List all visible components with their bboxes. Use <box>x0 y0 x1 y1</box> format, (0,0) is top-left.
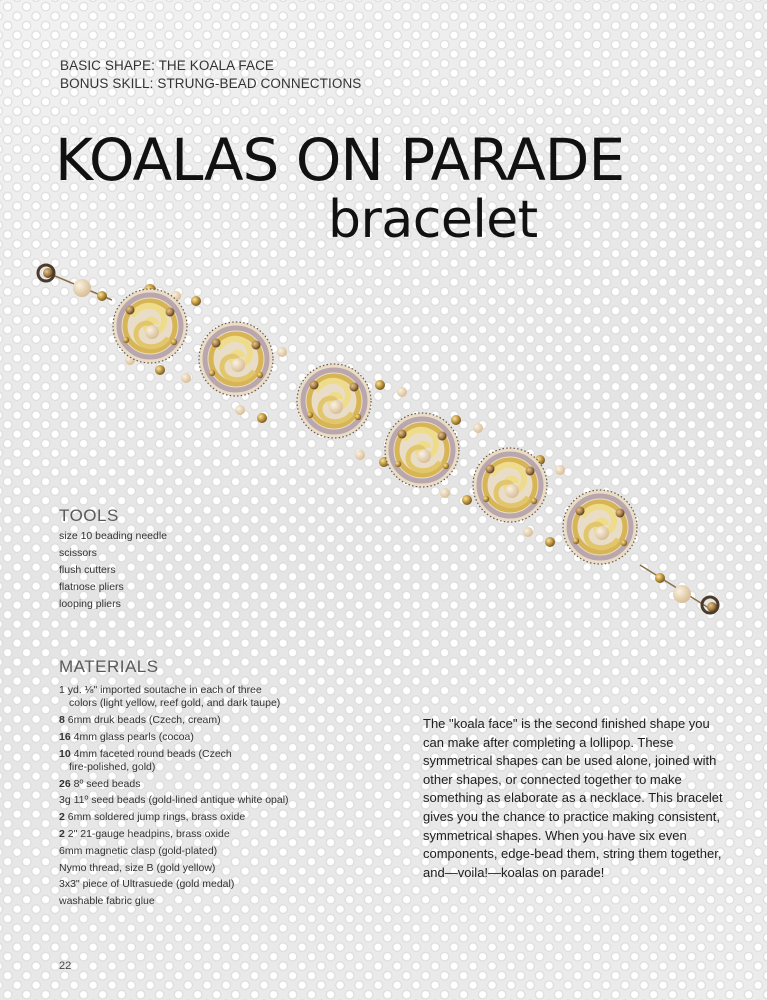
page-subtitle: bracelet <box>328 190 538 250</box>
list-item: 3g 11º seed beads (gold-lined antique white opal) <box>59 794 289 807</box>
list-item: washable fabric glue <box>59 895 155 908</box>
kicker-basic-shape: BASIC SHAPE: THE KOALA FACE <box>60 58 275 73</box>
intro-paragraph: The "koala face" is the second finished shape you can make after completing a lollipop. These symmetrical shapes can be used alone, joined with other shapes, or connected together to make something as elaborate as a necklace. This bracelet gives you the chance to practice making consistent, symmetrical shapes. When you have six even components, edge-bead them, string them together, and—voila!—koalas on parade! <box>423 716 723 880</box>
kicker <box>60 57 361 93</box>
kicker-bonus-skill: BONUS SKILL: STRUNG-BEAD CONNECTIONS <box>60 76 362 91</box>
list-item: flush cutters <box>59 564 116 576</box>
page-number: 22 <box>59 960 72 972</box>
list-item: scissors <box>59 547 97 559</box>
list-item: flatnose pliers <box>59 581 124 593</box>
page-title: KOALAS ON PARADE <box>55 126 625 194</box>
list-item: 1 yd. ⅛" imported soutache in each of three colors (light yellow, reef gold, and dark taupe) <box>59 684 281 710</box>
list-item: looping pliers <box>59 598 121 610</box>
list-item: size 10 beading needle <box>59 530 168 542</box>
materials-heading: MATERIALS <box>59 657 159 676</box>
list-item: Nymo thread, size B (gold yellow) <box>59 861 216 874</box>
list-item: 16 4mm glass pearls (cocoa) <box>59 730 194 743</box>
list-item: 10 4mm faceted round beads (Czech fire-polished, gold) <box>59 747 232 773</box>
tools-list <box>59 528 167 613</box>
list-item: 8 6mm druk beads (Czech, cream) <box>59 714 221 726</box>
list-item: 2 2" 21-gauge headpins, brass oxide <box>59 827 230 840</box>
materials-list <box>59 684 359 912</box>
tools-heading: TOOLS <box>59 506 119 525</box>
list-item: 6mm magnetic clasp (gold-plated) <box>59 844 218 857</box>
list-item: 3x3" piece of Ultrasuede (gold medal) <box>59 878 235 891</box>
list-item: 2 6mm soldered jump rings, brass oxide <box>59 811 246 824</box>
list-item: 26 8º seed beads <box>59 777 141 790</box>
